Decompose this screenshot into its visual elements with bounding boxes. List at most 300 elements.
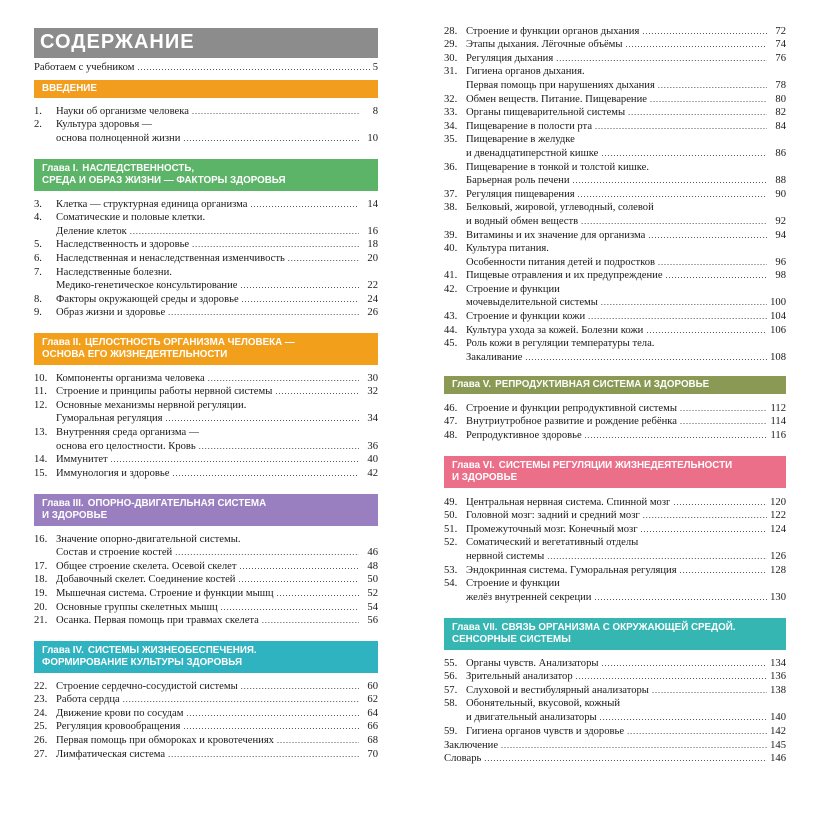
toc-entry-page: 42 bbox=[367, 467, 378, 479]
toc-entry[interactable] bbox=[444, 309, 786, 323]
toc-entry-number: 27. bbox=[34, 748, 48, 760]
toc-entry-page: 68 bbox=[367, 734, 378, 746]
toc-entry-text: Иммунитет bbox=[56, 454, 108, 466]
toc-entry-text: Роль кожи в регуляции температуры тела. bbox=[466, 338, 655, 350]
chapter-title-line: СИСТЕМЫ ЖИЗНЕОБЕСПЕЧЕНИЯ. bbox=[87, 645, 257, 656]
toc-entry-number: 31. bbox=[444, 66, 458, 78]
toc-entry-text: Строение сердечно-сосудистой системы bbox=[56, 680, 238, 692]
toc-entry[interactable] bbox=[444, 51, 786, 65]
toc-entry[interactable] bbox=[444, 350, 786, 364]
toc-entry[interactable] bbox=[34, 600, 378, 614]
toc-entry[interactable] bbox=[444, 214, 786, 228]
chapter-prefix: Глава III. bbox=[42, 498, 84, 509]
toc-entry-number: 4. bbox=[34, 212, 42, 224]
leader-dots bbox=[262, 616, 359, 627]
toc-entry-text: Добавочный скелет. Соединение костей bbox=[56, 574, 236, 586]
toc-list-ch7 bbox=[444, 656, 786, 738]
toc-entry-text: Факторы окружающей среды и здоровье bbox=[56, 293, 239, 305]
toc-entry[interactable] bbox=[34, 251, 378, 265]
toc-entry-text: Первая помощь при нарушениях дыхания bbox=[466, 79, 655, 91]
chapter-header-1 bbox=[34, 159, 378, 191]
toc-entry-text: Зрительный анализатор bbox=[466, 671, 573, 683]
leader-dots bbox=[626, 40, 767, 51]
toc-entry[interactable] bbox=[444, 65, 786, 79]
toc-entry-number: 56. bbox=[444, 671, 458, 683]
leader-dots bbox=[277, 736, 359, 747]
toc-entry-text: Мышечная система. Строение и функции мышц bbox=[56, 587, 274, 599]
leader-dots bbox=[666, 271, 767, 282]
toc-entry-number: 25. bbox=[34, 721, 48, 733]
toc-entry[interactable] bbox=[444, 724, 786, 738]
toc-entry-text: Словарь bbox=[444, 753, 482, 765]
toc-entry[interactable] bbox=[444, 282, 786, 296]
toc-entry-number: 40. bbox=[444, 243, 458, 255]
leader-dots bbox=[241, 682, 359, 693]
toc-entry-text: Эндокринная система. Гуморальная регуляция bbox=[466, 564, 677, 576]
toc-entry[interactable] bbox=[444, 563, 786, 577]
toc-entry-text: Движение крови по сосудам bbox=[56, 707, 184, 719]
section-title: ВВЕДЕНИЕ bbox=[42, 83, 97, 94]
toc-entry[interactable] bbox=[444, 401, 786, 415]
toc-entry[interactable] bbox=[34, 292, 378, 306]
toc-entry-number: 26. bbox=[34, 734, 48, 746]
toc-entry-page: 134 bbox=[770, 657, 786, 669]
toc-entry[interactable] bbox=[444, 92, 786, 106]
toc-entry[interactable] bbox=[34, 412, 378, 426]
toc-entry[interactable] bbox=[34, 279, 378, 293]
toc-list-ch6 bbox=[444, 495, 786, 604]
toc-entry[interactable] bbox=[444, 738, 786, 752]
leader-dots bbox=[601, 298, 767, 309]
toc-entry-number: 55. bbox=[444, 657, 458, 669]
toc-entry-page: 18 bbox=[367, 239, 378, 251]
toc-entry-page: 140 bbox=[770, 711, 786, 723]
leader-dots bbox=[238, 575, 359, 586]
leader-dots bbox=[183, 722, 359, 733]
chapter-title-line: ЦЕЛОСТНОСТЬ ОРГАНИЗМА ЧЕЛОВЕКА — bbox=[84, 337, 295, 348]
toc-entry-page: 98 bbox=[775, 270, 786, 282]
toc-list-ch3 bbox=[34, 532, 378, 627]
toc-entry-page: 5 bbox=[372, 62, 378, 73]
toc-entry-page: 106 bbox=[770, 324, 786, 336]
toc-entry-number: 45. bbox=[444, 338, 458, 350]
toc-entry-page: 90 bbox=[775, 188, 786, 200]
toc-entry[interactable] bbox=[444, 78, 786, 92]
toc-entry[interactable] bbox=[444, 549, 786, 563]
toc-entry-text: Культура здоровья — bbox=[56, 119, 153, 131]
toc-list-ending bbox=[444, 738, 786, 765]
toc-list-ch5 bbox=[444, 401, 786, 442]
leader-dots bbox=[600, 713, 767, 724]
leader-dots bbox=[650, 95, 767, 106]
chapter-header-4 bbox=[34, 641, 378, 673]
chapter-title-line: И ЗДОРОВЬЕ bbox=[42, 510, 108, 521]
toc-entry-text: основа его целостности. Кровь bbox=[56, 440, 196, 452]
toc-entry-page: 46 bbox=[367, 547, 378, 559]
toc-entry-page: 40 bbox=[367, 454, 378, 466]
leader-dots bbox=[166, 414, 359, 425]
leader-dots bbox=[585, 431, 767, 442]
toc-entry-text: Первая помощь при обмороках и кровотечениях bbox=[56, 734, 274, 746]
leader-dots bbox=[648, 231, 767, 242]
toc-entry[interactable] bbox=[444, 269, 786, 283]
chapter-header-6 bbox=[444, 456, 786, 488]
toc-entry[interactable] bbox=[444, 174, 786, 188]
toc-entry-page: 52 bbox=[367, 587, 378, 599]
toc-entry-page: 145 bbox=[770, 739, 786, 751]
toc-entry-number: 34. bbox=[444, 120, 458, 132]
leader-dots bbox=[641, 525, 767, 536]
toc-entry[interactable] bbox=[444, 495, 786, 509]
toc-entry-text: Головной мозг: задний и средний мозг bbox=[466, 510, 640, 522]
leader-dots bbox=[251, 200, 360, 211]
chapter-header-3 bbox=[34, 494, 378, 526]
leader-dots bbox=[186, 709, 359, 720]
toc-entry[interactable] bbox=[34, 238, 378, 252]
toc-entry-text: Строение и функции bbox=[466, 578, 560, 590]
toc-entry-page: 78 bbox=[775, 79, 786, 91]
toc-entry-number: 42. bbox=[444, 283, 458, 295]
toc-entry-page: 22 bbox=[367, 280, 378, 292]
toc-entry-text: Заключение bbox=[444, 739, 499, 751]
toc-entry-number: 32. bbox=[444, 93, 458, 105]
toc-entry[interactable] bbox=[34, 439, 378, 453]
toc-entry-text: Пищеварение в желудке bbox=[466, 134, 575, 146]
leader-dots bbox=[601, 149, 767, 160]
leader-dots bbox=[680, 566, 767, 577]
toc-entry[interactable] bbox=[34, 720, 378, 734]
toc-entry-page: 146 bbox=[770, 753, 786, 765]
toc-entry[interactable] bbox=[444, 577, 786, 591]
toc-entry-number: 41. bbox=[444, 270, 458, 282]
chapter-prefix: Глава V. bbox=[452, 379, 492, 390]
toc-entry[interactable] bbox=[34, 614, 378, 628]
leader-dots bbox=[680, 404, 767, 415]
toc-entry[interactable] bbox=[34, 693, 378, 707]
toc-entry[interactable] bbox=[444, 337, 786, 351]
toc-entry-text: Лимфатическая система bbox=[56, 748, 166, 760]
toc-entry-text: Закаливание bbox=[466, 351, 523, 363]
chapter-title-line: СВЯЗЬ ОРГАНИЗМА С ОКРУЖАЮЩЕЙ СРЕДОЙ. bbox=[501, 622, 736, 633]
leader-dots bbox=[240, 281, 359, 292]
toc-entry[interactable] bbox=[444, 656, 786, 670]
toc-entry[interactable] bbox=[34, 425, 378, 439]
toc-entry[interactable] bbox=[444, 323, 786, 337]
leader-dots bbox=[288, 254, 359, 265]
toc-entry-page: 120 bbox=[770, 496, 786, 508]
toc-entry-text: Компоненты организма человека bbox=[56, 372, 205, 384]
toc-entry-page: 88 bbox=[775, 175, 786, 187]
toc-entry-page: 36 bbox=[367, 440, 378, 452]
toc-entry[interactable] bbox=[34, 385, 378, 399]
toc-entry-page: 48 bbox=[367, 560, 378, 572]
toc-entry-number: 9. bbox=[34, 307, 42, 319]
toc-entry-page: 108 bbox=[770, 351, 786, 363]
toc-entry[interactable] bbox=[34, 747, 378, 761]
toc-entry-text: Культура ухода за кожей. Болезни кожи bbox=[466, 324, 644, 336]
chapter-header-2 bbox=[34, 333, 378, 365]
leader-dots bbox=[111, 455, 359, 466]
toc-entry-number: 53. bbox=[444, 564, 458, 576]
toc-entry[interactable] bbox=[444, 697, 786, 711]
toc-entry[interactable] bbox=[34, 211, 378, 225]
leader-dots bbox=[581, 217, 767, 228]
toc-entry-text: Внутриутробное развитие и рождение ребёнка bbox=[466, 416, 677, 428]
toc-entry-text: Строение и функции кожи bbox=[466, 311, 586, 323]
toc-entry-page: 136 bbox=[770, 671, 786, 683]
toc-entry[interactable] bbox=[34, 224, 378, 238]
toc-entry-number: 33. bbox=[444, 107, 458, 119]
toc-entry[interactable] bbox=[34, 466, 378, 480]
toc-entry-number: 10. bbox=[34, 372, 48, 384]
leader-dots bbox=[588, 312, 767, 323]
toc-entry-page: 56 bbox=[367, 615, 378, 627]
toc-entry-number: 47. bbox=[444, 416, 458, 428]
toc-entry-text: Иммунология и здоровье bbox=[56, 467, 170, 479]
toc-list-intro bbox=[34, 104, 378, 145]
toc-entry-intro[interactable] bbox=[34, 61, 378, 74]
toc-entry-number: 49. bbox=[444, 496, 458, 508]
toc-entry-text: основа полноценной жизни bbox=[56, 132, 181, 144]
toc-entry-text: желёз внутренней секреции bbox=[466, 591, 592, 603]
leader-dots bbox=[221, 603, 359, 614]
toc-entry[interactable] bbox=[34, 398, 378, 412]
toc-entry-page: 10 bbox=[367, 132, 378, 144]
toc-entry-page: 50 bbox=[367, 574, 378, 586]
chapter-title-line: СИСТЕМЫ РЕГУЛЯЦИИ ЖИЗНЕДЕЯТЕЛЬНОСТИ bbox=[498, 460, 733, 471]
toc-entry-text: Органы чувств. Анализаторы bbox=[466, 657, 599, 669]
toc-entry[interactable] bbox=[444, 38, 786, 52]
toc-entry-text: нервной системы bbox=[466, 550, 545, 562]
chapter-title-line: РЕПРОДУКТИВНАЯ СИСТЕМА И ЗДОРОВЬЕ bbox=[495, 379, 710, 390]
toc-entry[interactable] bbox=[444, 160, 786, 174]
toc-entry-text: Соматические и половые клетки. bbox=[56, 212, 206, 224]
leader-dots bbox=[275, 387, 359, 398]
toc-entry-number: 18. bbox=[34, 574, 48, 586]
chapter-title-line: НАСЛЕДСТВЕННОСТЬ, bbox=[82, 163, 195, 174]
toc-entry-text: Строение и функции репродуктивной системы bbox=[466, 402, 677, 414]
toc-entry-text: Основные группы скелетных мышц bbox=[56, 601, 218, 613]
toc-entry[interactable] bbox=[444, 670, 786, 684]
toc-entry-number: 23. bbox=[34, 694, 48, 706]
leader-dots bbox=[595, 122, 767, 133]
toc-list-ch4-cont bbox=[444, 24, 786, 364]
leader-dots bbox=[573, 176, 767, 187]
leader-dots bbox=[658, 81, 767, 92]
toc-entry-text: Регуляция дыхания bbox=[466, 52, 554, 64]
toc-entry-page: 70 bbox=[367, 748, 378, 760]
toc-entry-text: Обонятельный, вкусовой, кожный bbox=[466, 698, 620, 710]
toc-entry-page: 114 bbox=[770, 416, 786, 428]
toc-entry-page: 16 bbox=[367, 225, 378, 237]
toc-entry[interactable] bbox=[444, 415, 786, 429]
toc-entry[interactable] bbox=[444, 146, 786, 160]
toc-entry-text: Центральная нервная система. Спинной мозг bbox=[466, 496, 671, 508]
toc-entry[interactable] bbox=[444, 522, 786, 536]
toc-entry-page: 64 bbox=[367, 707, 378, 719]
toc-entry-text: Наследственность и здоровье bbox=[56, 239, 190, 251]
toc-entry[interactable] bbox=[34, 733, 378, 747]
toc-entry-text: Науки об организме человека bbox=[56, 105, 189, 117]
leader-dots bbox=[192, 107, 359, 118]
toc-entry-number: 35. bbox=[444, 134, 458, 146]
toc-entry[interactable] bbox=[34, 104, 378, 118]
chapter-prefix: Глава II. bbox=[42, 337, 81, 348]
toc-entry-number: 36. bbox=[444, 161, 458, 173]
toc-entry[interactable] bbox=[34, 706, 378, 720]
toc-entry-text: Работа сердца bbox=[56, 694, 120, 706]
leader-dots bbox=[576, 672, 767, 683]
toc-entry[interactable] bbox=[444, 710, 786, 724]
toc-entry-page: 84 bbox=[775, 120, 786, 132]
toc-entry-page: 66 bbox=[367, 721, 378, 733]
chapter-title-line: ОПОРНО-ДВИГАТЕЛЬНАЯ СИСТЕМА bbox=[87, 498, 267, 509]
toc-entry-page: 30 bbox=[367, 372, 378, 384]
section-header-intro bbox=[34, 80, 378, 98]
toc-entry-page: 142 bbox=[770, 725, 786, 737]
toc-entry-number: 54. bbox=[444, 578, 458, 590]
chapter-title-line: СРЕДА И ОБРАЗ ЖИЗНИ — ФАКТОРЫ ЗДОРОВЬЯ bbox=[42, 175, 286, 186]
toc-entry[interactable] bbox=[444, 255, 786, 269]
toc-entry-page: 26 bbox=[367, 307, 378, 319]
leader-dots bbox=[556, 54, 767, 65]
toc-entry-number: 52. bbox=[444, 537, 458, 549]
toc-entry-number: 16. bbox=[34, 533, 48, 545]
toc-entry[interactable] bbox=[444, 536, 786, 550]
toc-entry-text: и двигательный анализаторы bbox=[466, 711, 597, 723]
toc-entry-text: Культура питания. bbox=[466, 243, 549, 255]
toc-entry[interactable] bbox=[34, 559, 378, 573]
toc-entry-text: Барьерная роль печени bbox=[466, 175, 570, 187]
toc-entry-page: 62 bbox=[367, 694, 378, 706]
toc-entry[interactable] bbox=[444, 509, 786, 523]
toc-entry-text: Медико-генетическое консультирование bbox=[56, 280, 238, 292]
toc-entry-text: Репродуктивное здоровье bbox=[466, 429, 582, 441]
toc-entry-number: 22. bbox=[34, 680, 48, 692]
toc-entry-number: 30. bbox=[444, 52, 458, 64]
chapter-title-line: И ЗДОРОВЬЕ bbox=[452, 472, 518, 483]
toc-entry-text: Пищевые отравления и их предупреждение bbox=[466, 270, 663, 282]
toc-entry-page: 8 bbox=[372, 105, 378, 117]
leader-dots bbox=[673, 498, 767, 509]
toc-entry-page: 96 bbox=[775, 256, 786, 268]
toc-entry-page: 124 bbox=[770, 523, 786, 535]
toc-entry[interactable] bbox=[34, 453, 378, 467]
toc-entry[interactable] bbox=[444, 119, 786, 133]
toc-entry[interactable] bbox=[444, 428, 786, 442]
toc-entry-text: Органы пищеварительной системы bbox=[466, 107, 626, 119]
toc-entry-number: 2. bbox=[34, 119, 42, 131]
toc-entry[interactable] bbox=[444, 683, 786, 697]
toc-entry-text: Белковый, жировой, углеводный, солевой bbox=[466, 202, 654, 214]
toc-entry-page: 130 bbox=[770, 591, 786, 603]
leader-dots bbox=[240, 562, 360, 573]
toc-entry-page: 82 bbox=[775, 107, 786, 119]
toc-entry[interactable] bbox=[34, 265, 378, 279]
toc-entry[interactable] bbox=[444, 133, 786, 147]
toc-entry-number: 20. bbox=[34, 601, 48, 613]
toc-list-ch2 bbox=[34, 371, 378, 480]
toc-entry-number: 12. bbox=[34, 399, 48, 411]
toc-entry-text: Наследственные болезни. bbox=[56, 266, 172, 278]
leader-dots bbox=[642, 27, 767, 38]
toc-entry[interactable] bbox=[444, 752, 786, 766]
toc-entry-page: 80 bbox=[775, 93, 786, 105]
toc-entry[interactable] bbox=[34, 371, 378, 385]
toc-entry-number: 44. bbox=[444, 324, 458, 336]
toc-entry[interactable] bbox=[34, 532, 378, 546]
toc-entry-number: 1. bbox=[34, 105, 42, 117]
toc-entry-page: 126 bbox=[770, 550, 786, 562]
toc-entry-page: 128 bbox=[770, 564, 786, 576]
leader-dots bbox=[199, 442, 359, 453]
toc-entry-text: Основные механизмы нервной регуляции. bbox=[56, 399, 247, 411]
toc-entry[interactable] bbox=[444, 187, 786, 201]
leader-dots bbox=[501, 741, 767, 752]
toc-entry[interactable] bbox=[444, 296, 786, 310]
toc-entry-text: мочевыделительной системы bbox=[466, 297, 598, 309]
toc-entry[interactable] bbox=[444, 590, 786, 604]
chapter-prefix: Глава IV. bbox=[42, 645, 84, 656]
toc-entry-number: 13. bbox=[34, 426, 48, 438]
toc-entry-number: 39. bbox=[444, 229, 458, 241]
leader-dots bbox=[172, 469, 359, 480]
chapter-title-line: ОСНОВА ЕГО ЖИЗНЕДЕЯТЕЛЬНОСТИ bbox=[42, 349, 228, 360]
leader-dots bbox=[175, 548, 359, 559]
toc-entry-page: 94 bbox=[775, 229, 786, 241]
toc-entry-number: 37. bbox=[444, 188, 458, 200]
toc-entry[interactable] bbox=[34, 586, 378, 600]
toc-entry-text: Промежуточный мозг. Конечный мозг bbox=[466, 523, 638, 535]
leader-dots bbox=[680, 417, 767, 428]
toc-entry-page: 14 bbox=[367, 198, 378, 210]
toc-entry-page: 72 bbox=[775, 25, 786, 37]
toc-entry-text: Общее строение скелета. Осевой скелет bbox=[56, 560, 237, 572]
toc-entry-page: 100 bbox=[770, 297, 786, 309]
toc-entry[interactable] bbox=[444, 106, 786, 120]
toc-entry-text: Гуморальная регуляция bbox=[56, 413, 163, 425]
toc-entry[interactable] bbox=[34, 131, 378, 145]
toc-entry[interactable] bbox=[34, 546, 378, 560]
toc-entry-text: и двенадцатиперстной кишке bbox=[466, 147, 599, 159]
chapter-prefix: Глава I. bbox=[42, 163, 79, 174]
toc-entry[interactable] bbox=[34, 306, 378, 320]
toc-entry-page: 32 bbox=[367, 386, 378, 398]
toc-entry[interactable] bbox=[34, 118, 378, 132]
toc-entry-number: 3. bbox=[34, 198, 42, 210]
toc-entry-text: Гигиена органов дыхания. bbox=[466, 66, 585, 78]
toc-entry-text: Особенности питания детей и подростков bbox=[466, 256, 656, 268]
leader-dots bbox=[547, 552, 767, 563]
chapter-prefix: Глава VII. bbox=[452, 622, 498, 633]
leader-dots bbox=[594, 593, 767, 604]
toc-entry[interactable] bbox=[444, 24, 786, 38]
toc-entry-page: 20 bbox=[367, 252, 378, 264]
toc-entry[interactable] bbox=[444, 201, 786, 215]
toc-entry-page: 122 bbox=[770, 510, 786, 522]
toc-entry-number: 8. bbox=[34, 293, 42, 305]
toc-entry-text: Образ жизни и здоровье bbox=[56, 307, 166, 319]
toc-entry-page: 116 bbox=[770, 429, 786, 441]
toc-entry[interactable] bbox=[34, 197, 378, 211]
leader-dots bbox=[627, 727, 767, 738]
toc-entry[interactable] bbox=[34, 573, 378, 587]
toc-entry[interactable] bbox=[444, 228, 786, 242]
toc-entry-number: 51. bbox=[444, 523, 458, 535]
chapter-title-line: ФОРМИРОВАНИЕ КУЛЬТУРЫ ЗДОРОВЬЯ bbox=[42, 657, 242, 668]
toc-entry[interactable] bbox=[34, 679, 378, 693]
toc-entry[interactable] bbox=[444, 242, 786, 256]
